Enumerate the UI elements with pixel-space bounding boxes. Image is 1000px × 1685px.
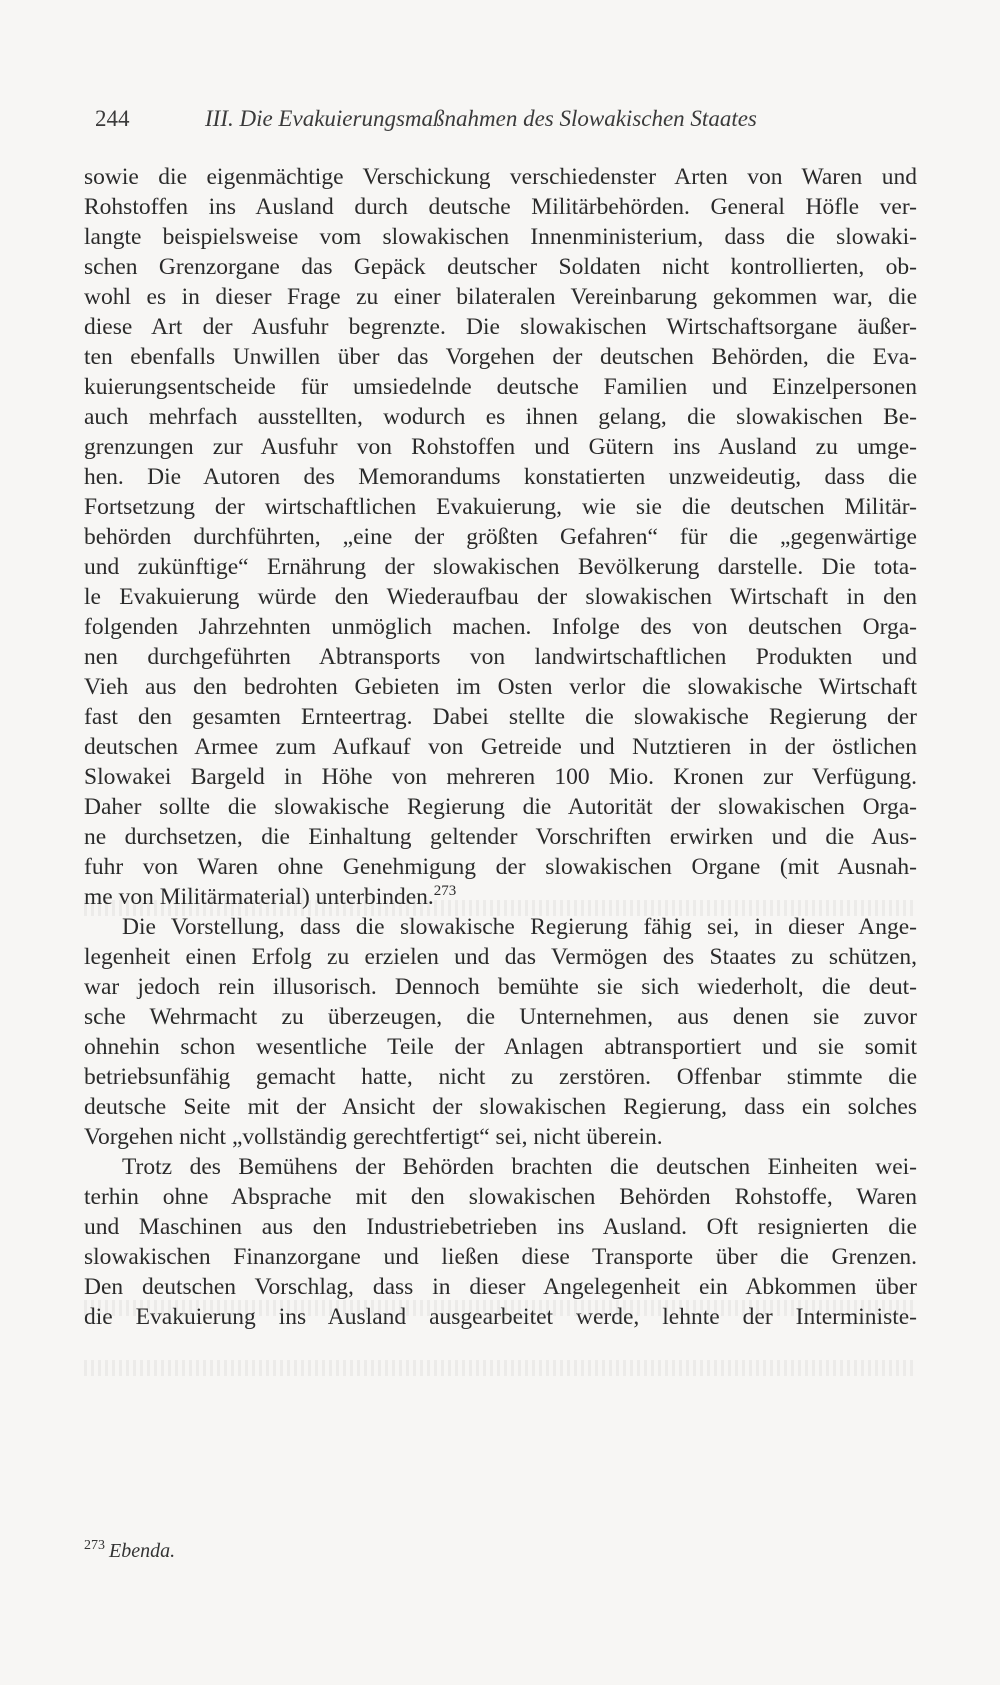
- text-line: Die Vorstellung, dass die slowakische Regierung fähig sei, in dieser Ange-: [122, 914, 917, 940]
- text-line: behörden durchführten, „eine der größten Gefahren“ für die „gegenwärtige: [84, 524, 917, 550]
- text-line: legenheit einen Erfolg zu erzielen und das Vermögen des Staates zu schützen,: [84, 944, 917, 970]
- text-line: deutschen Armee zum Aufkauf von Getreide und Nutztieren in der östlichen: [84, 734, 917, 760]
- text-line: Trotz des Bemühens der Behörden brachten die deutschen Einheiten wei-: [122, 1154, 917, 1180]
- text-line: Rohstoffen ins Ausland durch deutsche Militärbehörden. General Höfle ver-: [84, 194, 917, 220]
- text-line: fast den gesamten Ernteertrag. Dabei stellte die slowakische Regierung der: [84, 704, 917, 730]
- text-line: Daher sollte die slowakische Regierung die Autorität der slowakischen Orga-: [84, 794, 917, 820]
- text-line: Fortsetzung der wirtschaftlichen Evakuierung, wie sie die deutschen Militär-: [84, 494, 917, 520]
- text-line: slowakischen Finanzorgane und ließen diese Transporte über die Grenzen.: [84, 1244, 917, 1270]
- text-line: Vorgehen nicht „vollständig gerechtfertigt“ sei, nicht überein.: [84, 1124, 663, 1150]
- text-line: langte beispielsweise vom slowakischen Innenministerium, dass die slowaki-: [84, 224, 917, 250]
- text-line: war jedoch rein illusorisch. Dennoch bemühte sie sich wiederholt, die deut-: [84, 974, 917, 1000]
- footnote-number: 273: [84, 1538, 105, 1554]
- chapter-title: III. Die Evakuierungsmaßnahmen des Slowakischen Staates: [205, 106, 757, 131]
- text-line: grenzungen zur Ausfuhr von Rohstoffen und Gütern ins Ausland zu umge-: [84, 434, 917, 460]
- running-head: [95, 106, 915, 132]
- show-through-artifact: [84, 1360, 914, 1376]
- text-line: schen Grenzorgane das Gepäck deutscher Soldaten nicht kontrollierten, ob-: [84, 254, 917, 280]
- text-line: Den deutschen Vorschlag, dass in dieser Angelegenheit ein Abkommen über: [84, 1274, 917, 1300]
- text-line-content: me von Militärmaterial) unterbinden.: [84, 884, 434, 910]
- body-text: [84, 162, 917, 1332]
- text-line: auch mehrfach ausstellten, wodurch es ihnen gelang, die slowakischen Be-: [84, 404, 917, 430]
- text-line: hen. Die Autoren des Memorandums konstatierten unzweideutig, dass die: [84, 464, 917, 490]
- text-line: und Maschinen aus den Industriebetrieben ins Ausland. Oft resignierten die: [84, 1214, 917, 1240]
- text-line: betriebsunfähig gemacht hatte, nicht zu zerstören. Offenbar stimmte die: [84, 1064, 917, 1090]
- text-line: die Evakuierung ins Ausland ausgearbeitet werde, lehnte der Interministe-: [84, 1304, 917, 1330]
- text-line: ohnehin schon wesentliche Teile der Anlagen abtransportiert und sie somit: [84, 1034, 917, 1060]
- text-line: fuhr von Waren ohne Genehmigung der slowakischen Organe (mit Ausnah-: [84, 854, 917, 880]
- text-line: und zukünftige“ Ernährung der slowakischen Bevölkerung darstelle. Die tota-: [84, 554, 917, 580]
- text-line: nen durchgeführten Abtransports von landwirtschaftlichen Produkten und: [84, 644, 917, 670]
- footnote-text: Ebenda.: [109, 1540, 176, 1562]
- page-number: 244: [95, 106, 130, 131]
- text-line: sche Wehrmacht zu überzeugen, die Unternehmen, aus denen sie zuvor: [84, 1004, 917, 1030]
- text-line: kuierungsentscheide für umsiedelnde deutsche Familien und Einzelpersonen: [84, 374, 917, 400]
- text-line: Slowakei Bargeld in Höhe von mehreren 100 Mio. Kronen zur Verfügung.: [84, 764, 917, 790]
- text-line: ten ebenfalls Unwillen über das Vorgehen der deutschen Behörden, die Eva-: [84, 344, 917, 370]
- text-line: diese Art der Ausfuhr begrenzte. Die slowakischen Wirtschaftsorgane äußer-: [84, 314, 917, 340]
- text-line: folgenden Jahrzehnten unmöglich machen. Infolge des von deutschen Orga-: [84, 614, 917, 640]
- footnote: [84, 1540, 175, 1563]
- text-line: deutsche Seite mit der Ansicht der slowakischen Regierung, dass ein solches: [84, 1094, 917, 1120]
- text-line: ne durchsetzen, die Einhaltung geltender Vorschriften erwirken und die Aus-: [84, 824, 917, 850]
- text-line: Vieh aus den bedrohten Gebieten im Osten verlor die slowakische Wirtschaft: [84, 674, 917, 700]
- footnote-reference: 273: [433, 883, 457, 900]
- text-line: sowie die eigenmächtige Verschickung verschiedenster Arten von Waren und: [84, 164, 917, 190]
- text-line: le Evakuierung würde den Wiederaufbau der slowakischen Wirtschaft in den: [84, 584, 917, 610]
- text-line: wohl es in dieser Frage zu einer bilateralen Vereinbarung gekommen war, die: [84, 284, 917, 310]
- text-line: terhin ohne Absprache mit den slowakischen Behörden Rohstoffe, Waren: [84, 1184, 917, 1210]
- text-line: [84, 882, 917, 912]
